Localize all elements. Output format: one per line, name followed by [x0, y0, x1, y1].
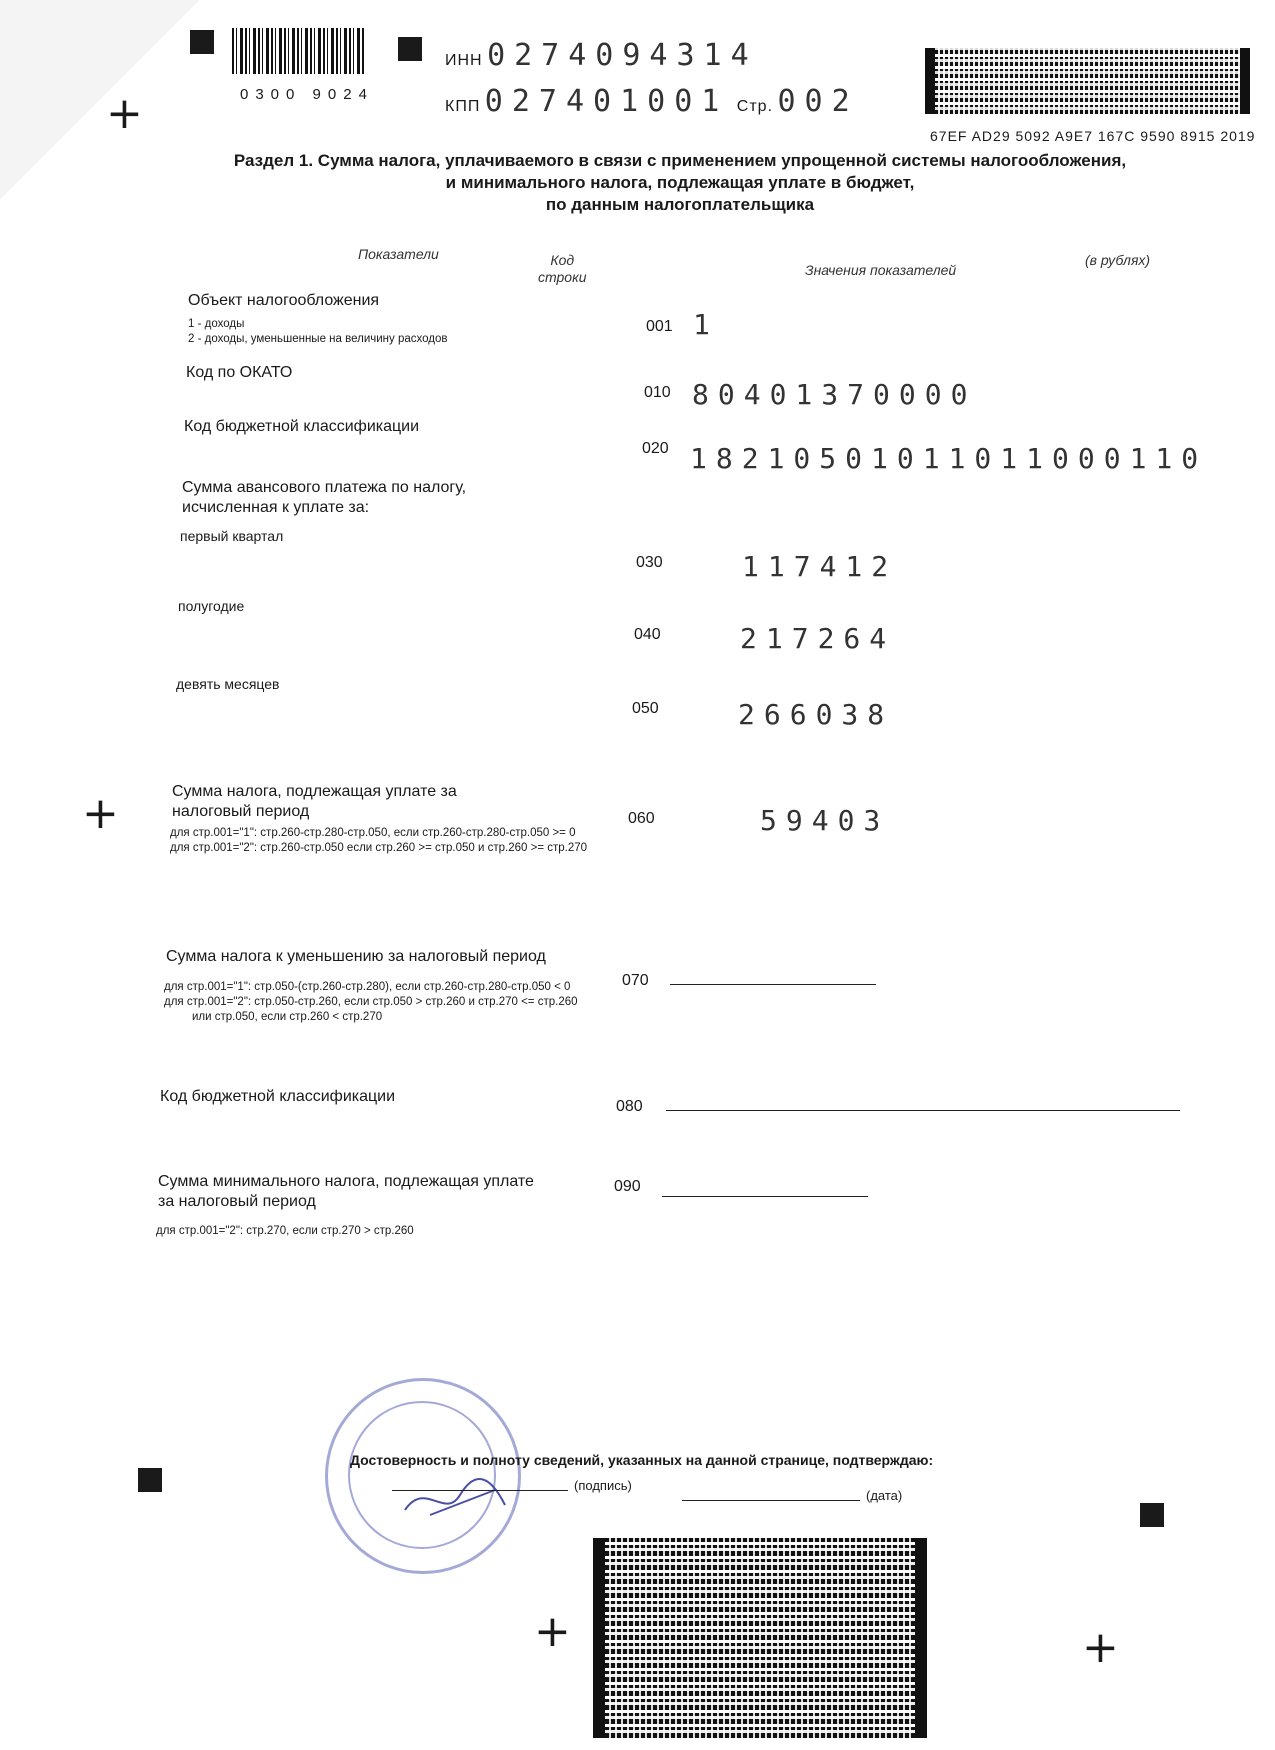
row-001-note-1: 1 - доходы — [188, 318, 245, 330]
row-020-label: Код бюджетной классификации — [184, 418, 420, 435]
column-header-currency: (в рублях) — [1085, 252, 1151, 268]
column-header-values: Значения показателей — [805, 262, 957, 278]
row-070-label: Сумма налога к уменьшению за налоговый период — [166, 948, 546, 965]
section-title — [180, 150, 1180, 216]
barcode — [232, 28, 364, 74]
row-060-label-1: Сумма налога, подлежащая уплате за — [172, 783, 457, 800]
row-040-label: полугодие — [178, 598, 245, 614]
row-060-note-2: для стр.001="2": стр.260-стр.050 если стр.260 >= стр.050 и стр.260 >= стр.270 — [170, 842, 588, 854]
row-040-code: 040 — [634, 626, 661, 643]
section-title-line: Раздел 1. Сумма налога, уплачиваемого в связи с применением упрощенной системы налогообложения, — [233, 151, 1127, 170]
2d-barcode-text: 67EF AD29 5092 A9E7 167C 9590 8915 2019 — [930, 128, 1256, 144]
row-070-code: 070 — [622, 972, 649, 989]
row-060-value: 59403 — [760, 804, 890, 837]
crosshair-mark-icon: + — [82, 788, 119, 839]
row-001-value: 1 — [693, 308, 719, 341]
row-060-note — [170, 826, 587, 856]
row-060-label — [172, 782, 457, 822]
row-040-value: 217264 — [740, 622, 896, 655]
registration-marker — [190, 30, 214, 54]
row-060-note-1: для стр.001="1": стр.260-стр.280-стр.050, если стр.260-стр.280-стр.050 >= 0 — [170, 827, 576, 839]
row-050-label: девять месяцев — [176, 676, 280, 692]
barcode-number: 0300 9024 — [240, 86, 374, 103]
advance-payment-heading-1: Сумма авансового платежа по налогу, — [182, 479, 467, 496]
row-010-value: 80401370000 — [692, 378, 977, 411]
advance-payment-heading-2: исчисленная к уплате за: — [182, 499, 370, 516]
row-001-code: 001 — [646, 318, 673, 335]
registration-marker — [398, 37, 422, 61]
row-090-value-line — [662, 1196, 868, 1197]
section-title-line: и минимального налога, подлежащая уплате в бюджет, — [445, 173, 915, 192]
row-020-value: 18210501011011000110 — [690, 442, 1208, 475]
row-030-label: первый квартал — [180, 528, 284, 544]
crosshair-mark-icon: + — [534, 1606, 571, 1657]
row-090-note: для стр.001="2": стр.270, если стр.270 > стр.260 — [156, 1225, 414, 1237]
row-010-code: 010 — [644, 384, 671, 401]
advance-payment-heading — [182, 478, 466, 518]
signature-label: (подпись) — [574, 1478, 632, 1493]
row-070-note-1: для стр.001="1": стр.050-(стр.260-стр.280), если стр.260-стр.280-стр.050 < 0 — [164, 981, 571, 993]
row-030-value: 117412 — [742, 550, 898, 583]
kpp-value: 027401001 — [484, 84, 729, 119]
row-080-label: Код бюджетной классификации — [160, 1088, 396, 1105]
row-060-code: 060 — [628, 810, 655, 827]
row-060-label-2: налоговый период — [172, 803, 310, 820]
page-fold-corner — [0, 0, 200, 200]
row-070-note-2: для стр.001="2": стр.050-стр.260, если стр.050 > стр.260 и стр.270 <= стр.260 — [164, 996, 578, 1008]
row-001-label: Объект налогообложения — [188, 292, 380, 309]
row-020-code: 020 — [642, 440, 669, 457]
row-090-label-1: Сумма минимального налога, подлежащая уплате — [158, 1173, 534, 1190]
column-header-line-code-2: строки — [538, 269, 587, 285]
row-090-label-2: за налоговый период — [158, 1193, 316, 1210]
row-001-note — [188, 317, 447, 347]
crosshair-mark-icon: + — [1082, 1622, 1119, 1673]
confirmation-text: Достоверность и полноту сведений, указанных на данной странице, подтверждаю: — [350, 1452, 934, 1468]
row-050-code: 050 — [632, 700, 659, 717]
date-line — [682, 1500, 860, 1501]
row-080-value-line — [666, 1110, 1180, 1111]
registration-marker — [138, 1468, 162, 1492]
row-001-note-2: 2 - доходы, уменьшенные на величину расходов — [188, 333, 448, 345]
row-080-code: 080 — [616, 1098, 643, 1115]
row-070-note — [164, 980, 578, 1025]
signature-line — [392, 1490, 568, 1491]
row-030-code: 030 — [636, 554, 663, 571]
inn-label: ИНН — [445, 52, 483, 69]
column-header-line-code — [538, 252, 586, 286]
handwritten-signature — [400, 1470, 520, 1530]
section-title-line: по данным налогоплательщика — [545, 195, 815, 214]
registration-marker — [1140, 1503, 1164, 1527]
2d-barcode — [593, 1538, 927, 1738]
page-label: Стр. — [736, 98, 774, 115]
page-number: 002 — [777, 84, 859, 119]
column-header-indicators: Показатели — [358, 246, 439, 262]
inn-field — [445, 38, 758, 73]
inn-value: 0274094314 — [487, 38, 758, 73]
kpp-label: КПП — [445, 98, 481, 115]
row-090-code: 090 — [614, 1178, 641, 1195]
row-010-label: Код по ОКАТО — [186, 364, 293, 381]
row-050-value: 266038 — [738, 698, 894, 731]
row-090-label — [158, 1172, 534, 1212]
kpp-field — [445, 84, 859, 119]
date-label: (дата) — [866, 1488, 903, 1503]
row-070-value-line — [670, 984, 876, 985]
row-070-note-3: или стр.050, если стр.260 < стр.270 — [192, 1011, 383, 1023]
column-header-line-code-1: Код — [550, 252, 575, 268]
crosshair-mark-icon: + — [106, 88, 143, 139]
2d-barcode — [925, 48, 1250, 114]
